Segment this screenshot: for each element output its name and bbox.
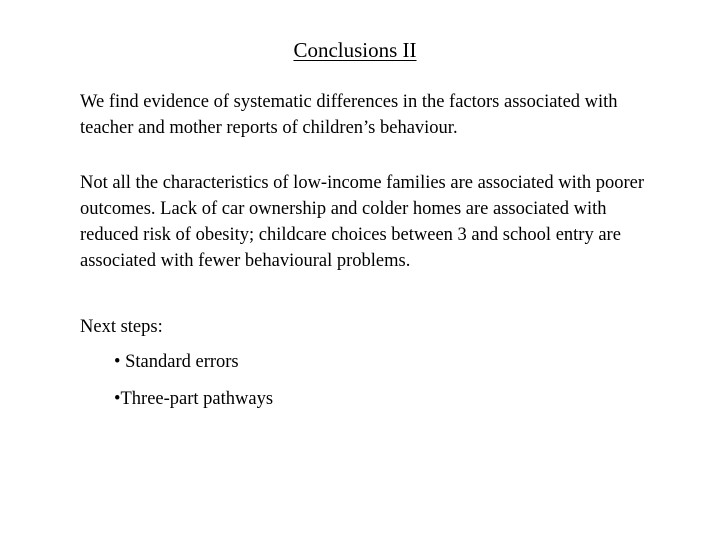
paragraph-low-income-characteristics: Not all the characteristics of low-income families are associated with poorer outcomes. Lack of car ownership and colder homes are associated with reduced risk of obesity; childcare choices between 3 and school entry are associated with fewer behavioural problems. [80,173,645,271]
next-step-item: •Three-part pathways [114,389,274,409]
next-step-item: • Standard errors [114,352,239,372]
slide-title: Conclusions II [293,38,417,62]
paragraph-teacher-mother-reports: We find evidence of systematic differences in the factors associated with teacher and mother reports of children’s behaviour. [80,92,618,138]
next-steps-label: Next steps: [80,317,163,337]
